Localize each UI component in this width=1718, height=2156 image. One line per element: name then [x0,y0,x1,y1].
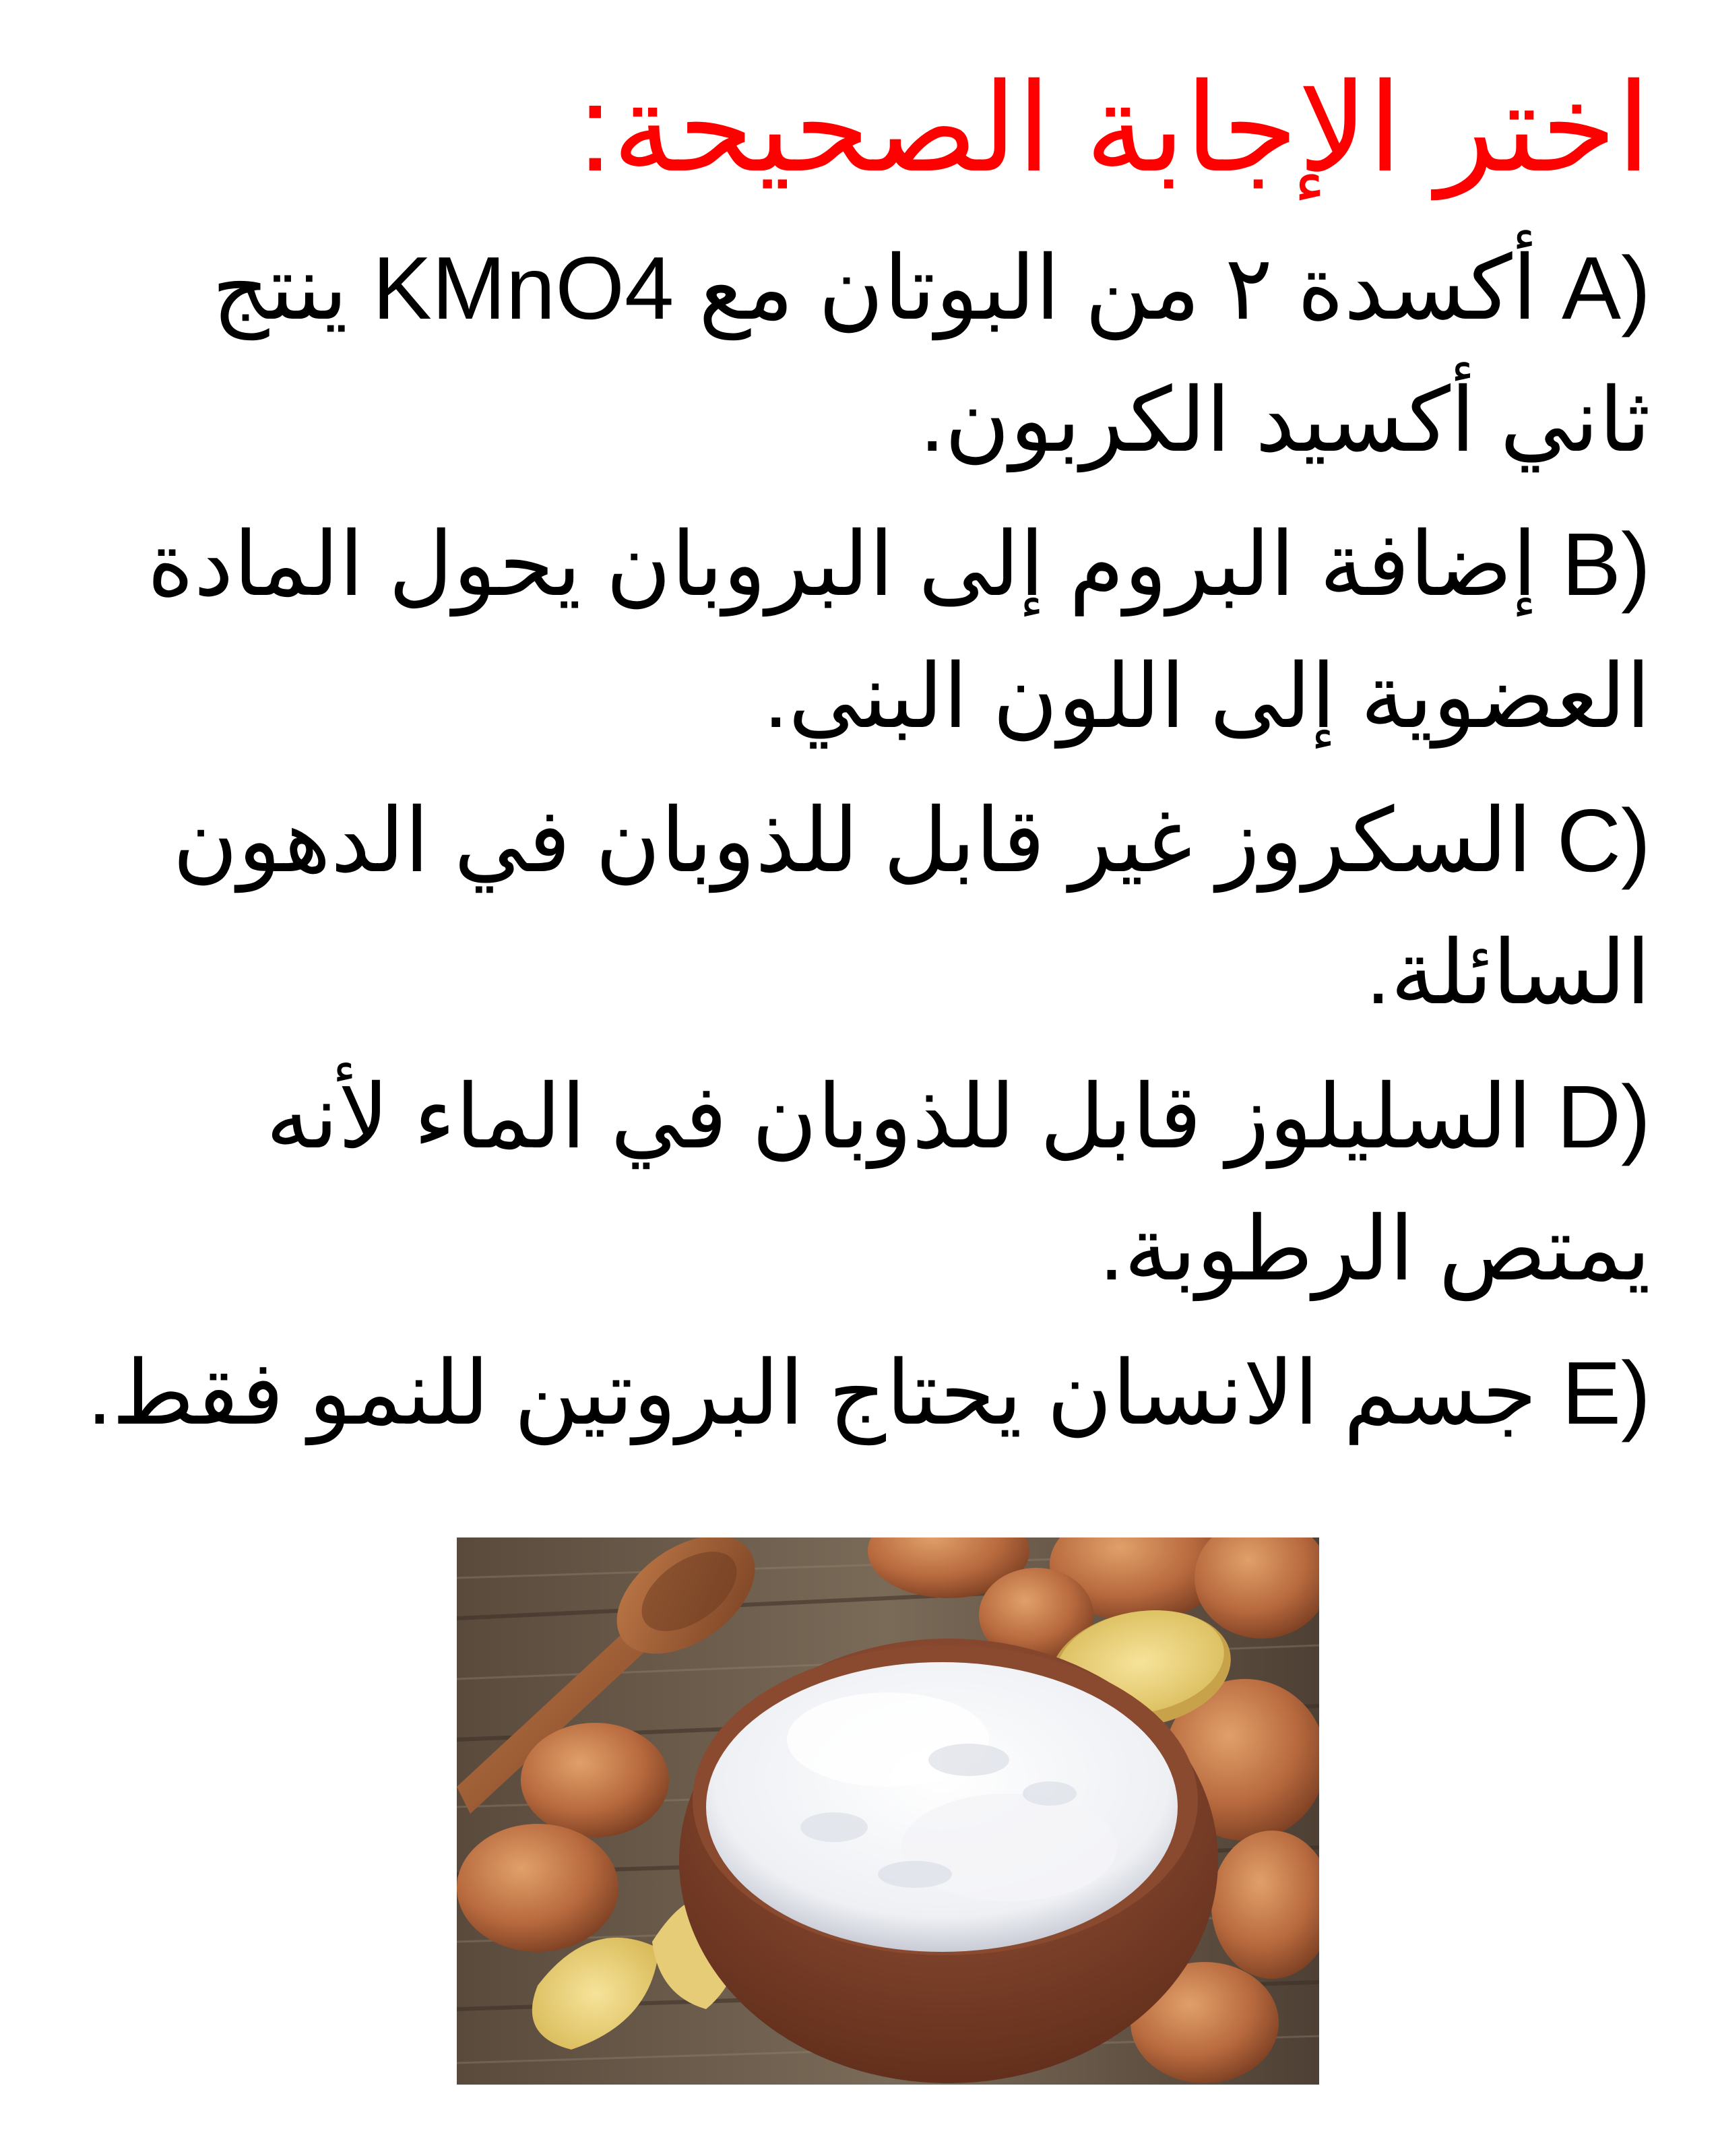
option-text: جسم الانسان يحتاج البروتين للنمو فقط. [87,1343,1537,1442]
option-letter: A) [1562,239,1651,338]
option-text: السليلوز قابل للذوبان في الماء لأنه يمتص الرطوبة. [265,1067,1651,1298]
option-text: إضافة البروم إلى البروبان يحول المادة العضوية إلى اللون البني. [147,515,1651,746]
option-text: السكروز غير قابل للذوبان في الدهون السائلة. [172,791,1651,1022]
option-a [61,222,1651,486]
answer-options [61,222,1651,1471]
option-letter: E) [1562,1343,1651,1442]
option-text: أكسدة ٢ من البوتان مع KMnO4 ينتج ثاني أكسيد الكربون. [212,239,1651,470]
starch-bowl-photo [457,1537,1319,2085]
option-letter: D) [1556,1067,1651,1166]
option-letter: C) [1556,791,1651,890]
page-title: اختر الإجابة الصحيحة: [578,59,1651,197]
option-c [61,775,1651,1039]
option-b [61,499,1651,763]
option-e [61,1327,1651,1459]
option-letter: B) [1562,515,1651,614]
option-d [61,1051,1651,1315]
